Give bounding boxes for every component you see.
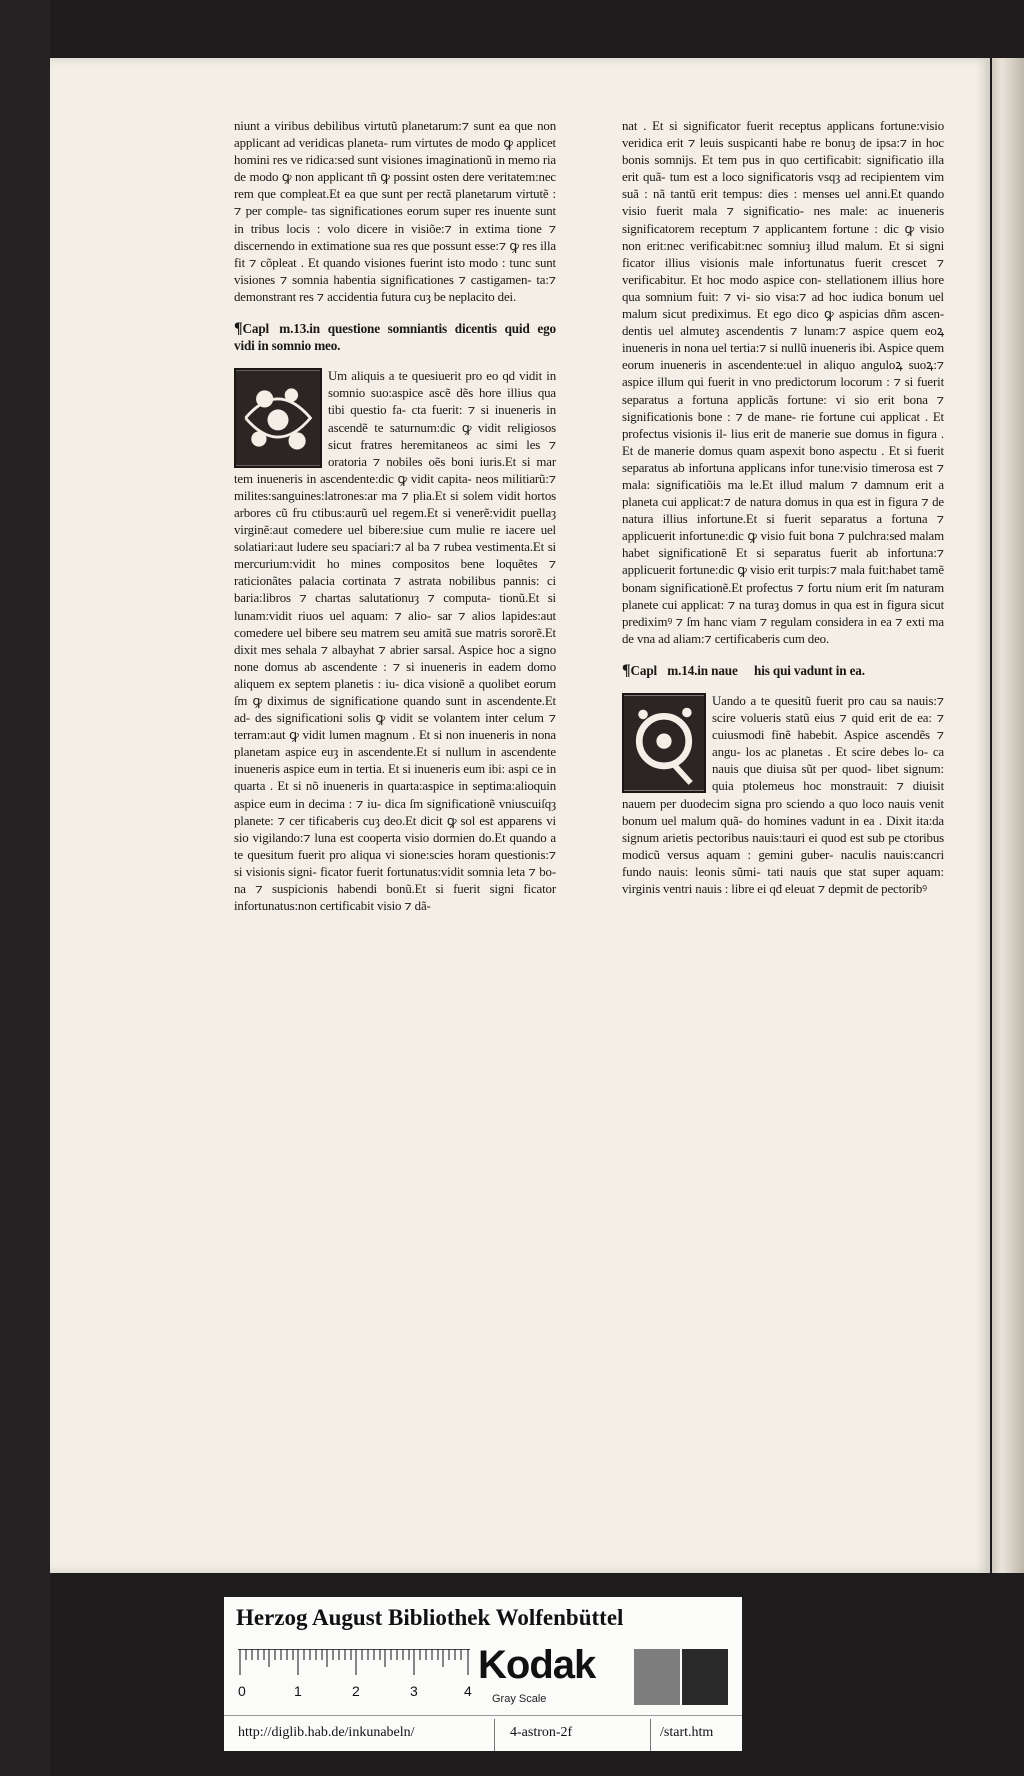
ruler-scale-icon: [238, 1649, 470, 1679]
gray-patch-mid: [634, 1649, 680, 1705]
card-divider-line: [224, 1715, 742, 1716]
kodak-logo: Kodak: [478, 1643, 596, 1687]
binding-background: [0, 0, 50, 1776]
left-paragraph-2: Um aliquis a te quesiuerit pro eo qd vidit in somnio suo:aspice ascẽ dẽs hore illius qua tibi questio fa‑ cta fuerit: ⁊ si inueneris in ascendẽ te saturnum:dic ꝙ vidit religiosos sicut fratres heremitaneos ac simi les ⁊ oratoria ⁊ nobiles oẽs boni iuris.Et si mar tem inueneris in ascendente:dic ꝙ vidit capita‑ neos militiarũ:⁊ milites:sanguines:latrones:ar ma ⁊ plia.Et si solem vidit hortos arbores cũ fru ctibus:aurũ uel regem.Et si venerẽ:vidit puellaȝ virginẽ:aut comedere uel bibere:siue cum mulie re iacere uel solatiari:aut ludere seu spaciari:⁊ al ba ⁊ rubea vestimenta.Et si mercurium:vidit ho mines compositos bene loquẽtes ⁊ raticionãtes palacia cortinata ⁊ astrata nobilibus pannis: ci baria:libros ⁊ chartas salutationuȝ ⁊ computa‑ tionũ.Et si lunam:vidit riuos uel aquam: ⁊ alio‑ sar ⁊ alios lapides:aut comedere uel bibere seu matrem seu amitã sue matris sororẽ.Et dixit mes sehala ⁊ albayhat ⁊ abrier sarsal. Aspice hoc a signo none domus ab ascendente : ⁊ si inueneris in eadem domo aliquem ex septem planetis : iu‑ dica visionẽ a quolibet eorum ſm ꝙ diximus de significatione quando sunt in ascendente.Et ad‑ des significationi solis ꝙ vidit se volantem inter celum ⁊ terram:aut ꝙ vidit lumen magnum . Et si non inueneris in nona planetam aspice euȝ in ascendente.Et si nullum in ascendente inueneris aspice eum in tertia. Et si inueneris eum ibi: aspi ce in quarta . Et si nõ inueneris in quarta:aspice in septima:alioquin aspice eum in decima : ⁊ iu‑ dica ſm significationẽ vniuscuiſqȝ planete: ⁊ cer tificaberis cuȝ deo.Et dicit ꝙ sol est apparens vi sio vigilando:⁊ luna est cooperta visio dormien do.Et quando a te quesitum fuerit pro aliqua vi sione:scies horam questionis:⁊ si visionis signi‑ ficator fuerit fortunatus:vidit somnia leta ⁊ bo‑ na ⁊ suspicionis habendi bonũ.Et si fuerit signi ficator infortunatus:non certificabit visio ⁊ dã‑: [234, 369, 556, 914]
left-text-column: [234, 118, 556, 915]
paragraph-mark-icon: ¶: [622, 661, 631, 679]
file-identifier: 4-astron-2f: [510, 1725, 573, 1740]
start-page-link[interactable]: /start.htm: [660, 1725, 714, 1740]
ruler-number: 1: [294, 1683, 302, 1699]
ruler-number: 0: [238, 1683, 246, 1699]
gray-patch-dark: [682, 1649, 728, 1705]
page-edge: [992, 58, 1024, 1573]
chapter-14-heading: [622, 662, 944, 679]
card-divider: [650, 1719, 651, 1751]
calibration-card: [224, 1597, 742, 1751]
library-title: Herzog August Bibliothek Wolfenbüttel: [236, 1605, 624, 1630]
right-text-column: [622, 118, 944, 898]
ruler-number: 4: [464, 1683, 472, 1699]
gray-scale-label: Gray Scale: [492, 1693, 547, 1705]
right-paragraph-1: nat . Et si significator fuerit receptus applicans fortune:visio veridica erit ⁊ leuis suspicanti habe re bonuȝ de ipsa:⁊ in hoc bonis somnijs. Et tem pus in quo certificabit: significatio illa erit quã‑ tum est a loco significatoris vsqȝ ad recipientem vim suã : nã tantũ erit tempus: dies : menses uel anni.Et quando visio fuerit mala ⁊ significatio‑ nes male: ac inueneris significatorem receptum ⁊ applicantem fortune : dic ꝙ visio non erit:nec verificabit:nec somniuȝ illud malum. Et si signi ficator illius visionis male infortunatus fuerit crescet ⁊ verificabitur. Et hoc modo aspice con‑ stellationem illius hore qua somnium fuit: ⁊ vi‑ sio visa:⁊ ad hoc iudica bonum uel malum sicut prediximus. Et ego dico ꝙ aspicias dñm ascen‑ dentis uel almuteȝ ascendentis ⁊ lunam:⁊ aspice quem eoꝝ inueneris in nona uel tertia:⁊ si nullũ inueneris ibi. Aspice quem eorum inueneris in ascendente:uel in aliquo anguloꝝ suoꝝ:⁊ aspice illum qui fuerit in vno predictorum locorum : ⁊ si fuerit separatus a fortuna applicãs fortune: vi sio erit bona ⁊ significationis bone : ⁊ de mane‑ rie fortune cui applicat . Et profectus visionis il‑ lius erit de manerie sue domus in figura . Et de manerie domus quam aspexit bono aspectu . Et si fuerit separatus ab infortuna applicans infor tune:visio timerosa est ⁊ mala: significatiõis ma le.Et illud malum ⁊ damnum erit a planeta cui applicat:⁊ de natura domus in qua est in figura ⁊ de natura illius infortune.Et si fuerit separatus a fortuna ⁊ applicuerit infortune:dic ꝙ visio fuit bona ⁊ pulchra:sed malam habet significationẽ Et si separatus fuerit ab infortuna:⁊ applicuerit fortune:dic ꝙ visio erit turpis:⁊ mala fuit:habet tamẽ bonam significationẽ.Et profectus ⁊ fortu nium erit ſm naturam planete cui applicat: ⁊ na turaȝ domus in qua est in figura sicut prediximꝰ ⁊ ſm hanc viam ⁊ regulam considera in ea ⁊ exti ma de vna ad aliam:⁊ certificaberis cum deo.: [622, 119, 944, 646]
card-divider: [494, 1719, 495, 1751]
left-paragraph-1: niunt a viribus debilibus virtutũ planetarum:⁊ sunt ea que non applicant ad veridicas planeta‑ rum virtutes de modo ꝙ applicet homini res ve ridica:sed sunt visiones imaginationũ in memo ria de modo ꝙ non applicant tñ ꝙ possint osten dere veritatem:nec rem que compleat.Et ea que sunt per rectã planetarum virtutẽ : ⁊ per comple‑ tas significationes eorum super res inuente sunt in tribus locis : volo dicere in visiõe:⁊ in extima tione ⁊ discernendo in extimatione sua res que possunt esse:⁊ ꝙ res illa fit ⁊ cõpleat . Et quando visiones fuerint isto modo : tunc sunt visiones ⁊ somnia habentia significationes ⁊ castigamen‑ ta:⁊ demonstrant res ⁊ accidentia futura cuȝ be neplacito dei.: [234, 119, 556, 304]
ruler-number: 2: [352, 1683, 360, 1699]
library-url: http://diglib.hab.de/inkunabeln/: [238, 1725, 415, 1740]
ruler-numbers: [238, 1683, 470, 1703]
decorated-initial-q: [622, 693, 706, 793]
right-paragraph-2: Uando a te quesitũ fuerit pro cau sa nauis:⁊ scire volueris statũ eius ⁊ quid erit de ea: ⁊ cuiusmodi finẽ habebit. Aspice ascendẽs ⁊ angu‑ los ac planetas . Et scire debes lo‑ ca nauis que diuisa sũt per quod‑ libet signum: quia ptolemeus hoc monstrauit: ⁊ diuisit nauem per duodecim signa pro sciendo a quo loco nauis venit bonum uel malum quã‑ do homines vadunt in ea . Dixit ita:da signum arietis pectoribus nauis:tauri ei quod est sub pe ctoribus modicũ versus aquam : gemini guber‑ naculis nauis:cancri fundo nauis: leonis sũmi‑ tati nauis que stat super aquam: virginis ventri nauis : libre ei qđ eleuat ⁊ depmit de pectoribꝰ: [622, 694, 944, 897]
chapter-13-heading-text: Capl᷑m.13.in questione somniantis dicentis quid ego vidi in somnio meo.: [234, 321, 556, 354]
paragraph-mark-icon: ¶: [234, 320, 243, 338]
chapter-13-heading: [234, 320, 556, 354]
decorated-initial-c: [234, 368, 322, 468]
ruler-number: 3: [410, 1683, 418, 1699]
chapter-14-heading-text: Capl᷑m.14.in naue ⁊ his qui vadunt in ea.: [630, 662, 865, 678]
